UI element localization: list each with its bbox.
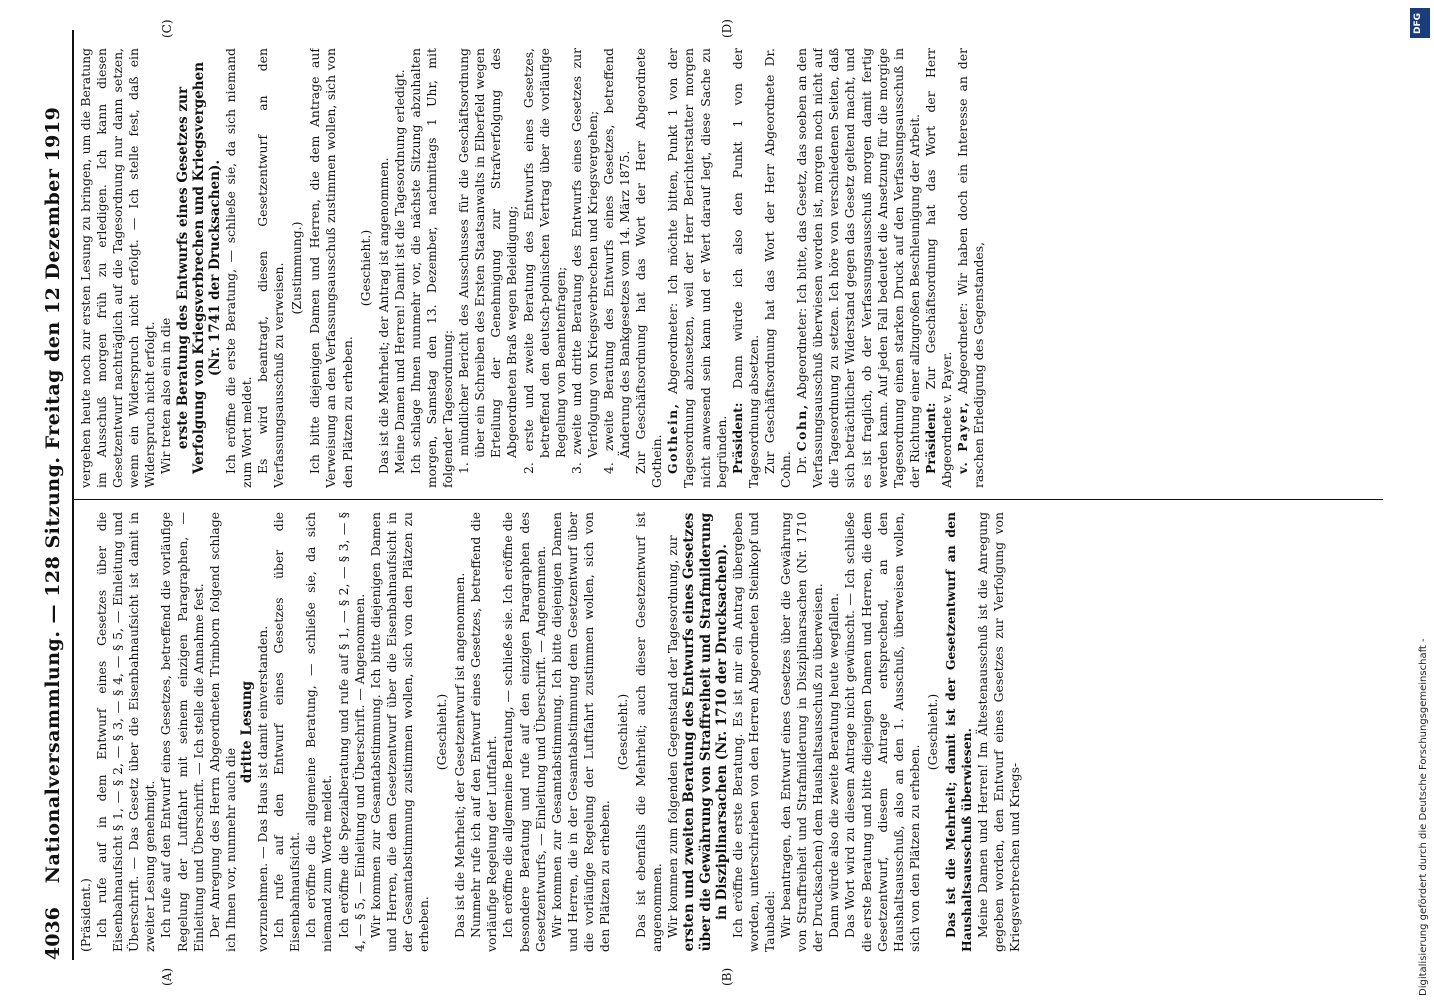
page-header xyxy=(38,30,70,960)
paragraph: Wir treten also ein in die xyxy=(158,317,174,474)
paragraph: Ich bitte diejenigen Damen und Herren, die dem Antrage auf Verweisung an den Verfassungsausschuß zustimmen wollen, sich von den Plätzen zu erheben. xyxy=(307,48,355,488)
paragraph: Meine Damen und Herren! Damit ist die Tagesordnung erledigt. xyxy=(391,69,407,474)
paragraph: Ich rufe auf den Entwurf eines Gesetzes, betreffend die vorläufige Regelung der Luftfahrt mit seinem einzigen Paragraphen, — Einleitung und Überschrift. — Ich stelle die Annahme fest. xyxy=(158,512,206,952)
funding-credit: Digitalisierung gefördert durch die Deutsche Forschungsgemeinschaft - xyxy=(1418,638,1429,996)
header-rule xyxy=(72,30,74,960)
left-column xyxy=(78,512,1378,952)
stage-direction: (Geschieht.) xyxy=(357,229,373,307)
paragraph: vergehen heute noch zur ersten Lesung zu bringen, um die Beratung im Ausschuß morgen früh zu erledigen. Ich kann diesen Gesetzentwurf nachträglich auf die Tagesordnung nur dann setzen, wenn ein Widerspruch nicht erfolgt. — Ich stelle fest, daß ein Widerspruch nicht erfolgt. xyxy=(78,48,158,488)
speech-text: Abgeordneter: Ich möchte bitten, Punkt 1 von der Tagesordnung abzusetzen, weil der Herr Berichterstatter morgen nicht anwesend sein kann und er Wert darauf legt, diese Sache zu begründen. xyxy=(665,48,729,488)
section-heading: dritte Lesung xyxy=(238,680,255,784)
speech xyxy=(794,48,923,488)
paragraph: Ich schlage Ihnen nunmehr vor, die nächste Sitzung abzuhalten morgen, Samstag den 13. Dezember, nachmittags 1 Uhr, mit folgender Tagesordnung: xyxy=(407,48,456,488)
paragraph: Das ist die Mehrheit; der Antrag ist angenommen. xyxy=(375,157,391,474)
stage-direction: (Geschieht.) xyxy=(434,693,450,771)
paragraph: Wir kommen zur Gesamtabstimmung. Ich bitte diejenigen Damen und Herren, die in der Gesamtabstimmung dem Gesetzentwurf über die vorläufige Regelung der Luftfahrt zustimmen wollen, sich von den Plätzen zu erheben. xyxy=(548,512,612,952)
speaker-name: Präsident: xyxy=(922,402,938,474)
agenda-item: 2. erste und zweite Beratung des Entwurfs eines Gesetzes, betreffend den deutsch-polnischen Vertrag über die vorläufige Regelung von Beamtenfragen; xyxy=(520,48,568,474)
paragraph: Ich rufe auf den Entwurf eines Gesetzes über die Eisenbahnaufsicht. xyxy=(271,512,303,952)
margin-marker-a: (A) xyxy=(160,967,174,986)
paragraph: Es wird beantragt, diesen Gesetzentwurf an den Verfassungsausschuß zu verweisen. xyxy=(255,48,287,488)
paragraph: Das ist die Mehrheit; der Gesetzentwurf ist angenommen. xyxy=(452,572,468,938)
paragraph: Das ist die Mehrheit; damit ist der Gesetzentwurf an den Haushaltsausschuß überwiesen. xyxy=(942,512,975,952)
paragraph: Das Wort wird zu diesem Antrage nicht gewünscht. — Ich schließe die erste Beratung und bitte diejenigen Damen und Herren, die dem Gesetzentwurf, diesem Antrage entsprechend, an den Haushaltsausschuß, also an den 1. Ausschuß, überweisen wollen, sich von den Plätzen zu erheben. xyxy=(842,512,922,952)
dfg-logo-text: DFG xyxy=(1413,12,1423,34)
paragraph: Wir kommen zur Gesamtabstimmung. Ich bitte diejenigen Damen und Herren, die dem Gesetzentwurf über die Eisenbahnaufsicht in der Gesamtabstimmung zustimmen wollen, sich von den Plätzen zu erheben. xyxy=(367,512,431,952)
speaker-name: Gothein, xyxy=(665,402,681,474)
paragraph: Ich eröffne die allgemeine Beratung, — schließe sie. Ich eröffne die besondere Beratung und rufe auf den einzigen Paragraphen des Gesetzentwurfs, — Einleitung und Überschrift. — Angenommen. xyxy=(500,512,548,952)
stage-direction: (Geschieht.) xyxy=(924,693,940,771)
paragraph: Der Anregung des Herrn Abgeordneten Trimborn folgend schlage ich Ihnen vor, nunmehr auch die xyxy=(206,512,238,952)
speech xyxy=(955,48,987,488)
speaker-name: v. Payer, xyxy=(955,400,971,474)
speech-text: Abgeordneter: Wir haben doch ein Interesse an der raschen Erledigung des Gegenstandes, xyxy=(955,48,987,488)
speech-text: Zur Geschäftsordnung hat das Wort der Herr Abgeordnete v. Payer. xyxy=(922,48,954,488)
speech xyxy=(730,48,762,488)
paragraph: Dann würde also die zweite Beratung heute wegfallen. xyxy=(826,592,842,938)
agenda-item: 4. zweite Beratung des Entwurfs eines Gesetzes, betreffend Änderung des Bankgesetzes vom 14. März 1875. xyxy=(601,48,633,474)
margin-marker-d: (D) xyxy=(720,19,734,38)
paragraph: Meine Damen und Herren! Im Ältestenausschuß ist die Anregung gegeben worden, den Entwurf eines Gesetzes zur Verfolgung von Kriegsverbrechen und Kriegs- xyxy=(975,512,1023,952)
digitization-sidebar xyxy=(1400,0,1434,1000)
paragraph: Wir beantragen, den Entwurf eines Gesetzes über die Gewährung von Straffreiheit und Strafmilderung in Disziplinarsachen (Nr. 1710 der Drucksachen) dem Haushaltsausschuß zu überweisen. xyxy=(778,512,826,952)
column-divider xyxy=(74,499,1383,500)
stage-direction: (Zustimmung.) xyxy=(289,221,305,315)
margin-marker-c: (C) xyxy=(160,19,174,38)
agenda-item: 1. mündlicher Bericht des Ausschusses für die Geschäftsordnung über ein Schreiben des Ersten Staatsanwalts in Elberfeld wegen Erteilung der Genehmigung zur Strafverfolgung des Abgeordneten Braß wegen Beleidigung; xyxy=(456,48,520,474)
paragraph: Zur Geschäftsordnung hat das Wort der Herr Abgeordnete Dr. Cohn. xyxy=(761,48,794,488)
paragraph: Das ist ebenfalls die Mehrheit; auch dieser Gesetzentwurf ist angenommen. xyxy=(633,512,665,952)
speech xyxy=(923,48,955,488)
speech-text: Dann würde ich also den Punkt 1 von der Tagesordnung absetzen. xyxy=(729,48,761,488)
paragraph: Ich eröffne die Spezialberatung und rufe auf § 1, — § 2, — § 3, — § 4, — § 5, — Einleitung und Überschrift. — Angenommen. xyxy=(335,512,367,952)
speech xyxy=(665,48,729,488)
section-heading: ersten und zweiten Beratung des Entwurfs eines Gesetzes über die Gewährung von Straffreiheit und Strafmilderung in Disziplinarsachen (Nr. 1710 der Drucksachen). xyxy=(681,512,730,952)
paragraph: vorzunehmen. — Das Haus ist damit einverstanden. xyxy=(255,625,271,952)
paragraph: Wir kommen zum folgenden Gegenstand der Tagesordnung, zur xyxy=(665,535,681,938)
paragraph: Ich eröffne die erste Beratung. Es ist mir ein Antrag übergeben worden, unterschrieben von den Herren Abgeordneten Steinkopf und Taubadel: xyxy=(729,512,777,952)
paragraph: Ich eröffne die allgemeine Beratung, — schließe sie, da sich niemand zum Worte meldet. xyxy=(303,512,335,952)
agenda-item: 3. zweite und dritte Beratung des Entwurfs eines Gesetzes zur Verfolgung von Kriegsverbrechen und Kriegsvergehen; xyxy=(568,48,600,474)
paragraph: Ich eröffne die erste Beratung, — schließe sie, da sich niemand zum Wort meldet. xyxy=(222,48,254,488)
stage-direction: (Geschieht.) xyxy=(615,693,631,771)
page-number: 4036 xyxy=(42,907,64,960)
speaker-name: Präsident: xyxy=(729,402,745,474)
margin-marker-b: (B) xyxy=(720,967,734,986)
speaker-title: Dr. xyxy=(794,455,810,474)
speech-text: Abgeordneter: Ich bitte, das Gesetz, das soeben an den Verfassungsausschuß überwiesen worden ist, morgen noch nicht auf die Tagesordnung zu setzen. Ich höre von verschiedenen Seiten, daß sich beträchtlicher Widerstand gegen das Gesetz geltend macht, und es ist fraglich, ob der Verfassungsausschuß morgen damit fertig werden kann. Auf jeden Fall bedeutet die Ansetzung für die morgige Tagesordnung einen starken Druck auf den Verfassungsausschuß in der Richtung einer allzugroßen Beschleunigung der Arbeit. xyxy=(794,48,922,488)
section-heading: erste Beratung des Entwurfs eines Gesetzes zur Verfolgung von Kriegsverbrechen und Kriegsvergehen (Nr. 1741 der Drucksachen). xyxy=(174,61,223,475)
speaker-label: (Präsident.) xyxy=(78,878,93,952)
paragraph: Nunmehr rufe ich auf den Entwurf eines Gesetzes, betreffend die vorläufige Regelung der Luftfahrt. xyxy=(468,512,500,952)
speaker-name: Cohn, xyxy=(794,403,810,452)
dfg-logo xyxy=(1410,8,1430,38)
running-title: Nationalversammlung. — 128 Sitzung. Freitag den 12 Dezember 1919 xyxy=(42,106,64,884)
paragraph: Zur Geschäftsordnung hat das Wort der Herr Abgeordnete Gothein. xyxy=(633,48,665,488)
right-column xyxy=(78,48,1378,488)
paragraph: Ich rufe auf in dem Entwurf eines Gesetzes über die Eisenbahnaufsicht § 1, — § 2, — § 3, — § 4, — § 5, — Einleitung und Überschrift. — Das Gesetz über die Eisenbahnaufsicht ist damit in zweiter Lesung genehmigt. xyxy=(94,512,158,952)
